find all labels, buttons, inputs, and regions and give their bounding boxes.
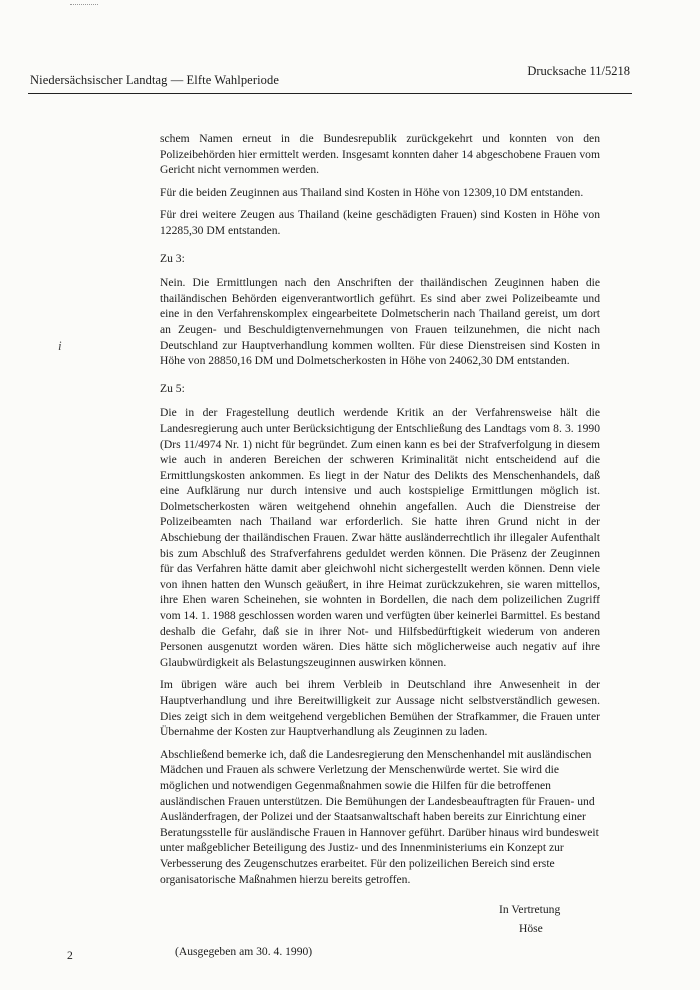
section-heading-zu-3: Zu 3:: [160, 251, 185, 265]
paragraph-costs-other-witnesses: Für drei weitere Zeugen aus Thailand (keine geschädigten Frauen) sind Kosten in Höhe von 12285,30 DM entstanden.: [160, 208, 600, 237]
paragraph-continuation: schem Namen erneut in die Bundesrepublik zurückgekehrt und konnten von den Polizeibehörden hier ermittelt werden. Insgesamt konnten daher 14 abgeschobene Frauen vom Gericht nicht vernommen werden.: [160, 132, 600, 177]
paragraph-remaining-in-germany: Im übrigen wäre auch bei ihrem Verbleib in Deutschland ihre Anwesenheit in der Hauptverhandlung und ihre Bereitwilligkeit zur Aussage nicht selbstverständlich gewesen. Dies zeigt sich in dem weitgehend vergeblichen Bemühen der Strafkammer, die Frauen unter Übernahme der Kosten zur Hauptverhandlung als Zeuginnen zu laden.: [160, 678, 600, 739]
signoff-in-vertretung: In Vertretung: [499, 903, 561, 916]
paragraph-zu-5: Die in der Fragestellung deutlich werdende Kritik an der Verfahrensweise hält die Landesregierung auch unter Berücksichtigung der Entschließung des Landtags vom 8. 3. 1990 (Drs 11/4974 Nr. 1) nicht für begründet. Zum einen kann es bei der Strafverfolgung in diesem wie auch in anderen Bereichen der schweren Kriminalität nicht entscheidend auf die Ermittlungskosten ankommen. Es liegt in der Natur des Delikts des Menschenhandels, daß eine Aufklärung nur durch intensive und auch kostspielige Ermittlungen möglich ist. Dolmetscherkosten wären weitgehend ohnehin angefallen. Auch die Dienstreise der Polizeibeamten nach Thailand war erforderlich. Sie hatte ihren Grund nicht in der Abschiebung der thailändischen Frauen. Zwar hätte ausländerrechtlich ihr illegaler Aufenthalt bis zum Abschluß des Strafverfahrens geduldet werden können. Die Präsenz der Zeuginnen für das Verfahren hätte damit aber gleichwohl nicht sichergestellt werden können. Denn viele von ihnen hatten den Wunsch geäußert, in ihre Heimat zurückzukehren, sie waren mittellos, ihre Ehen waren Scheinehen, sie wohnten in Bordellen, die nach dem polizeilichen Zugriff vom 14. 1. 1988 geschlossen worden waren und verfügten über keinerlei Barmittel. Es bestand deshalb die Gefahr, daß sie in ihrer Not- und Hilfsbedürftigkeit wiederum von anderen Personen ausgenutzt worden wären. Dies hätte sich möglicherweise auch negativ auf ihre Glaubwürdigkeit als Belastungszeuginnen auswirken können.: [160, 406, 600, 669]
paragraph-zu-3: Nein. Die Ermittlungen nach den Anschriften der thailändischen Zeuginnen haben die thailändischen Behörden eigenverantwortlich geführt. Es sind aber zwei Polizeibeamte und eine in den Verfahrenskomplex eingearbeitete Dolmetscherin nach Thailand gereist, um dort an Zeugen- und Beschuldigtenvernehmungen von Frauen teilzunehmen, die nicht nach Deutschland zur Hauptverhandlung kommen wollten. Für diese Dienstreisen sind Kosten in Höhe von 28850,16 DM und Dolmetscherkosten in Höhe von 24062,30 DM entstanden.: [160, 276, 600, 368]
paragraph-costs-witnesses: Für die beiden Zeuginnen aus Thailand sind Kosten in Höhe von 12309,10 DM entstanden.: [160, 185, 584, 199]
section-heading-zu-5: Zu 5:: [160, 381, 185, 395]
issued-date: (Ausgegeben am 30. 4. 1990): [175, 945, 313, 958]
margin-mark: i: [58, 338, 62, 353]
header-parliament: Niedersächsischer Landtag — Elfte Wahlperiode: [30, 73, 280, 87]
header-rule: [28, 93, 632, 94]
signoff-signature-name: Höse: [519, 922, 543, 935]
scan-mark: [70, 4, 98, 5]
header-document-number: Drucksache 11/5218: [527, 64, 630, 78]
body-text: [160, 131, 600, 894]
paragraph-closing: Abschließend bemerke ich, daß die Landesregierung den Menschenhandel mit ausländischen Mädchen und Frauen als schwere Verletzung der Menschenwürde wertet. Sie wird die möglichen und notwendigen Gegenmaßnahmen sowie die Hilfen für die betroffenen ausländischen Frauen unterstützen. Die Bemühungen der Landesbeauftragten für Frauen- und Ausländerfragen, der Polizei und der Staatsanwaltschaft haben bereits zur Einrichtung einer Beratungsstelle für ausländische Frauen in Hannover geführt. Darüber hinaus wird bundesweit unter maßgeblicher Beteiligung des Justiz- und des Innenministeriums ein Konzept zur Verbesserung des Zeugenschutzes erarbeitet. Für den polizeilichen Bereich sind erste organisatorische Maßnahmen hierzu bereits getroffen.: [160, 747, 599, 886]
page-number: 2: [67, 949, 73, 962]
